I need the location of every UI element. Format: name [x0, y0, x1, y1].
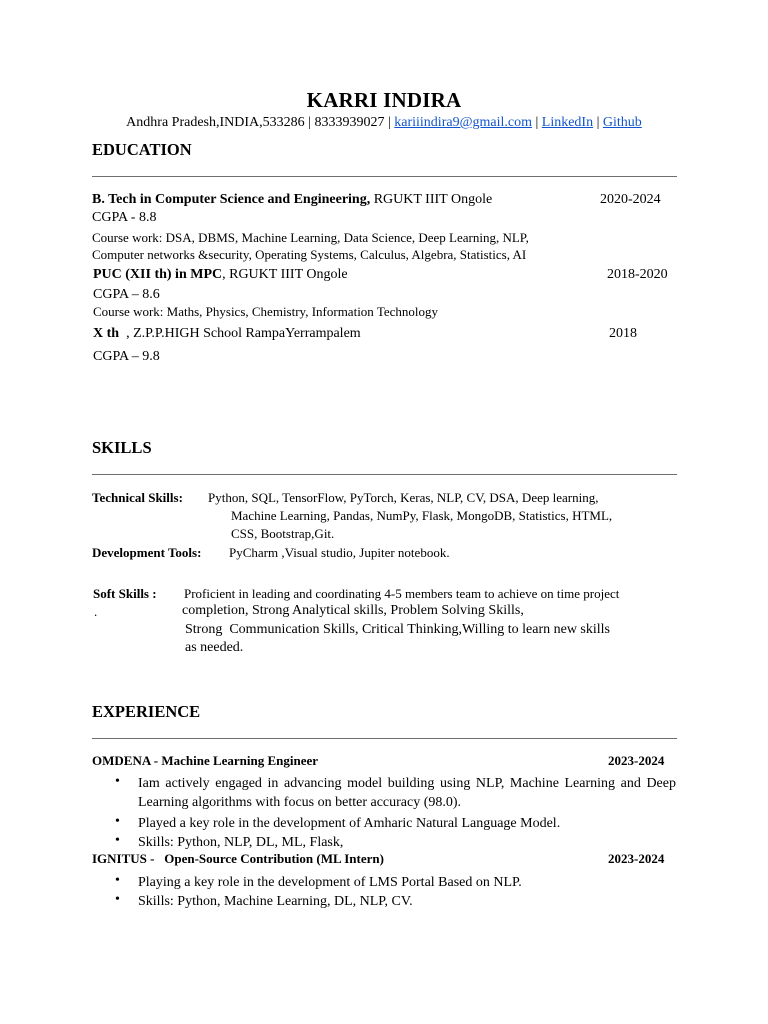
- separator: |: [596, 115, 600, 130]
- soft-skills-label: Soft Skills :: [93, 586, 157, 601]
- experience-heading: EXPERIENCE: [92, 702, 201, 721]
- section-divider: [92, 738, 677, 739]
- degree-title: X th: [93, 326, 120, 341]
- separator: |: [387, 115, 391, 130]
- education-years: 2018: [609, 326, 637, 341]
- soft-skills-text: Strong Communication Skills, Critical Thinking,Willing to learn new skills: [185, 622, 610, 637]
- linkedin-link[interactable]: LinkedIn: [541, 115, 594, 130]
- development-tools-label: Development Tools:: [92, 545, 202, 560]
- institution-name: RGUKT IIIT Ongole: [373, 192, 493, 207]
- contact-line: [0, 115, 768, 131]
- technical-skills-text: CSS, Bootstrap,Git.: [231, 526, 335, 541]
- candidate-name: KARRI INDIRA: [306, 88, 462, 112]
- degree-title: B. Tech in Computer Science and Engineering,: [92, 192, 371, 207]
- github-link[interactable]: Github: [602, 115, 642, 130]
- soft-skills-text: Proficient in leading and coordinating 4-5 members team to achieve on time project: [184, 586, 620, 601]
- soft-skills-text: completion, Strong Analytical skills, Problem Solving Skills,: [182, 603, 524, 618]
- experience-bullet: Iam actively engaged in advancing model building using NLP, Machine Learning and Deep Learning algorithms with focus on better accuracy (98.0).: [138, 776, 676, 810]
- bullet-marker: •: [115, 892, 120, 907]
- bullet-marker: •: [115, 774, 120, 789]
- education-coursework: Course work: DSA, DBMS, Machine Learning, Data Science, Deep Learning, NLP,: [92, 230, 529, 245]
- education-heading: EDUCATION: [92, 140, 192, 159]
- education-years: 2020-2024: [600, 192, 661, 207]
- experience-years: 2023-2024: [608, 851, 665, 866]
- separator: |: [308, 115, 311, 130]
- experience-bullet: Playing a key role in the development of LMS Portal Based on NLP.: [138, 875, 522, 890]
- experience-bullet: Skills: Python, Machine Learning, DL, NLP, CV.: [138, 894, 413, 909]
- location-text: Andhra Pradesh,INDIA,533286: [126, 115, 305, 130]
- education-cgpa: CGPA – 9.8: [93, 349, 160, 364]
- education-entry-x: [93, 326, 361, 342]
- degree-title: PUC (XII th) in MPC: [93, 267, 223, 282]
- institution-name: , RGUKT IIIT Ongole: [222, 267, 348, 282]
- experience-bullet: Skills: Python, NLP, DL, ML, Flask,: [138, 835, 344, 850]
- separator: |: [535, 115, 539, 130]
- education-coursework: Computer networks &security, Operating Systems, Calculus, Algebra, Statistics, AI: [92, 247, 527, 262]
- experience-years: 2023-2024: [608, 753, 665, 768]
- experience-bullet: Played a key role in the development of Amharic Natural Language Model.: [138, 816, 561, 831]
- education-years: 2018-2020: [607, 267, 668, 282]
- bullet-marker: •: [115, 814, 120, 829]
- institution-name: , Z.P.P.HIGH School RampaYerrampalem: [119, 326, 361, 341]
- section-divider: [92, 474, 677, 475]
- education-entry-btech: [92, 192, 492, 208]
- education-coursework: Course work: Maths, Physics, Chemistry, Information Technology: [93, 304, 439, 319]
- phone-text: 8333939027: [314, 115, 385, 130]
- section-divider: [92, 176, 677, 177]
- development-tools-text: PyCharm ,Visual studio, Jupiter notebook.: [229, 545, 450, 560]
- email-link[interactable]: kariiindira9@gmail.com: [394, 115, 532, 130]
- soft-skills-dot: .: [94, 604, 98, 619]
- education-cgpa: CGPA – 8.6: [93, 287, 160, 302]
- technical-skills-text: Machine Learning, Pandas, NumPy, Flask, MongoDB, Statistics, HTML,: [231, 508, 613, 523]
- experience-title-omdena: OMDENA - Machine Learning Engineer: [92, 753, 319, 768]
- experience-title-ignitus: IGNITUS - Open-Source Contribution (ML Intern): [92, 851, 384, 866]
- technical-skills-text: Python, SQL, TensorFlow, PyTorch, Keras, NLP, CV, DSA, Deep learning,: [208, 490, 599, 505]
- bullet-marker: •: [115, 873, 120, 888]
- bullet-marker: •: [115, 833, 120, 848]
- education-entry-puc: [93, 267, 348, 283]
- education-cgpa: CGPA - 8.8: [92, 210, 157, 225]
- skills-heading: SKILLS: [92, 438, 152, 457]
- soft-skills-text: as needed.: [185, 640, 244, 655]
- technical-skills-label: Technical Skills:: [92, 490, 183, 505]
